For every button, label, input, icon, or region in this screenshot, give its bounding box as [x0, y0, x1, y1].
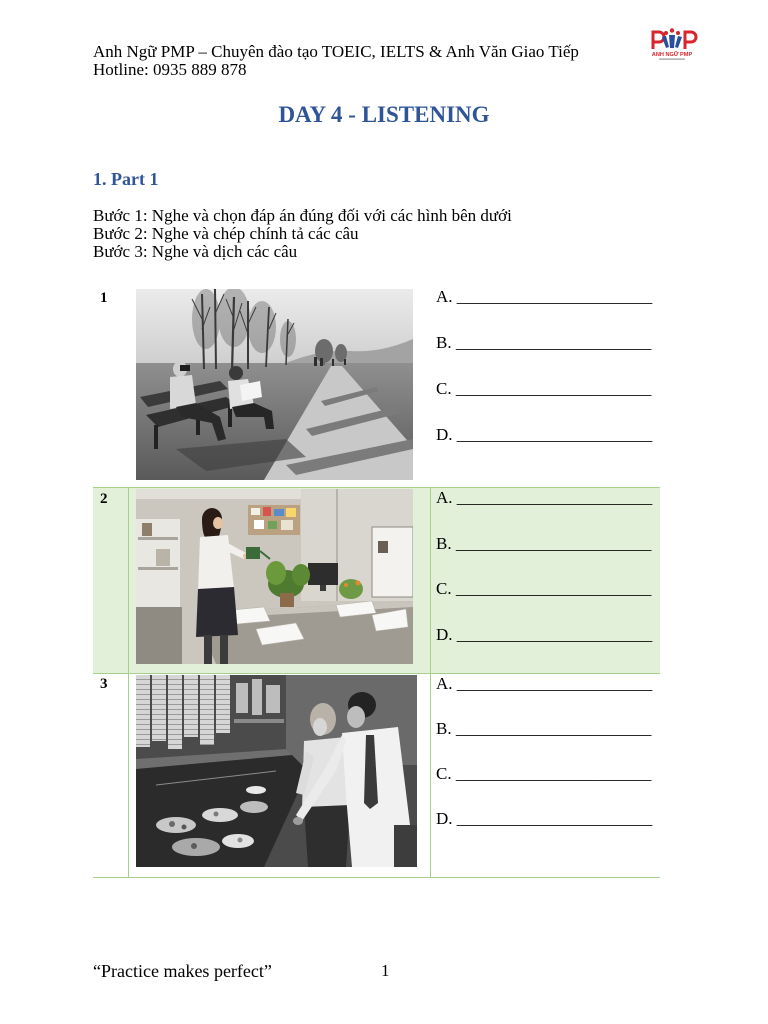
window	[372, 527, 413, 597]
distant-walkers-part	[332, 359, 334, 366]
question-3-photo	[136, 675, 417, 867]
cup-stacks-part	[168, 675, 182, 749]
question-row-2	[93, 488, 660, 673]
food-trays-part	[240, 801, 268, 813]
cup-stacks-part	[216, 675, 230, 733]
computer-monitor-part	[308, 563, 338, 585]
bulletin-board	[248, 505, 300, 535]
answer-option-d[interactable]: D. _______________________	[436, 425, 653, 444]
shelf-items-part	[252, 679, 262, 715]
woman-watering-plants-part	[196, 587, 238, 637]
question-number: 2	[100, 491, 108, 507]
logo-figures-part	[676, 31, 680, 35]
question-2-photo	[136, 489, 413, 664]
instruction-step-2: Bước 2: Nghe và chép chính tả các câu	[93, 224, 359, 243]
logo-figures-part	[675, 36, 682, 48]
cabinet	[136, 607, 182, 664]
woman-customer-part	[304, 805, 350, 867]
answer-option-b[interactable]: B. _______________________	[436, 534, 652, 553]
shelf-items-part	[236, 683, 248, 713]
man-reading-part	[229, 366, 243, 380]
park-bench-part	[154, 425, 158, 449]
man-with-binoculars-part	[180, 365, 190, 371]
man-in-tie-part	[394, 825, 417, 867]
answer-option-a[interactable]: A. _______________________	[436, 287, 653, 306]
distant-walkers-part	[344, 359, 346, 365]
framed-picture	[378, 541, 388, 553]
answer-option-d[interactable]: D. _______________________	[436, 809, 653, 828]
potted-plants-part	[356, 581, 361, 586]
logo-figures	[662, 28, 682, 48]
answer-option-b[interactable]: B. _______________________	[436, 333, 652, 352]
cup-stacks-part	[136, 675, 150, 747]
pmp-logo	[645, 27, 699, 63]
table-row-divider	[93, 673, 660, 674]
shelf-items-part	[266, 685, 280, 713]
logo-letter-right	[685, 32, 696, 49]
instruction-steps	[93, 207, 512, 261]
woman-watering-plants-part	[213, 517, 223, 529]
shelf-items-part	[234, 719, 284, 723]
section-heading: 1. Part 1	[93, 169, 159, 189]
bulletin-board-part	[251, 508, 260, 515]
page-title: DAY 4 - LISTENING	[278, 102, 490, 127]
logo-letter-left	[653, 32, 664, 49]
shelf-unit-part	[138, 537, 178, 540]
question-number: 3	[100, 676, 108, 692]
woman-customer-part	[313, 718, 327, 736]
woman-watering-plants-part	[204, 635, 212, 664]
logo-name: ANH NGỮ PMP	[651, 52, 693, 58]
man-in-tie-part	[293, 817, 303, 825]
woman-watering-plants-part	[246, 547, 260, 559]
shelf-unit-part	[142, 523, 152, 536]
bulletin-board-part	[286, 508, 296, 517]
framed-picture-part	[378, 541, 388, 553]
table-row-divider	[93, 487, 660, 488]
answer-option-b[interactable]: B. _______________________	[436, 719, 652, 738]
table-column-divider	[128, 487, 129, 878]
food-trays-part	[238, 838, 243, 843]
cup-stacks-part	[200, 675, 214, 745]
distant-walkers-part	[320, 358, 323, 366]
bulletin-board-part	[281, 520, 293, 530]
instruction-step-1: Bước 1: Nghe và chọn đáp án đúng đối với các hình bên dưới	[93, 206, 512, 225]
potted-plants-part	[292, 564, 310, 586]
page-number: 1	[381, 961, 390, 980]
instruction-step-3: Bước 3: Nghe và dịch các câu	[93, 242, 298, 261]
question-row-1	[93, 286, 660, 487]
food-trays-part	[182, 825, 187, 830]
food-trays-part	[156, 817, 196, 833]
food-trays-part	[214, 812, 219, 817]
distant-walkers-part	[314, 357, 317, 366]
bulletin-board-part	[274, 509, 284, 516]
logo-figures-part	[664, 31, 668, 35]
answer-option-a[interactable]: A. _______________________	[436, 674, 653, 693]
bulletin-board-part	[254, 520, 264, 529]
logo-figures-part	[669, 35, 675, 48]
question-number: 1	[100, 290, 108, 306]
bulletin-board-part	[263, 507, 271, 516]
answer-option-c[interactable]: C. _______________________	[436, 379, 652, 398]
answer-option-c[interactable]: C. _______________________	[436, 579, 652, 598]
answer-option-a[interactable]: A. _______________________	[436, 488, 653, 507]
table-bottom-border	[93, 877, 660, 878]
header-hotline: Hotline: 0935 889 878	[93, 60, 247, 79]
question-row-3	[93, 674, 660, 877]
answer-option-c[interactable]: C. _______________________	[436, 764, 652, 783]
food-trays-part	[246, 786, 266, 794]
potted-plants-part	[344, 583, 348, 587]
header-school-line: Anh Ngữ PMP – Chuyên đào tạo TOEIC, IELTS & Anh Văn Giao Tiếp	[93, 42, 579, 61]
bulletin-board-part	[268, 521, 277, 529]
shelf-unit-part	[156, 549, 170, 566]
shelf-unit-part	[138, 567, 178, 570]
woman-watering-plants-part	[198, 535, 234, 591]
tree-crowns-part	[248, 301, 276, 353]
distant-trees-part	[323, 351, 325, 365]
food-trays-part	[202, 808, 238, 822]
window-part	[372, 527, 413, 597]
man-in-tie-part	[347, 706, 365, 728]
food-trays-part	[191, 843, 197, 849]
cup-stacks-part	[152, 675, 166, 741]
potted-plants-part	[266, 561, 286, 585]
bare-trees-part	[215, 289, 216, 369]
computer-monitor-part	[320, 585, 326, 591]
table-column-divider	[430, 487, 431, 878]
logo-tagline-mark	[659, 59, 685, 60]
cabinet-part	[136, 607, 182, 664]
cup-stacks-part	[184, 675, 198, 737]
footer-quote: “Practice makes perfect”	[93, 961, 272, 981]
answer-option-d[interactable]: D. _______________________	[436, 625, 653, 644]
shelf-unit	[136, 519, 180, 609]
potted-plants-part	[280, 593, 294, 607]
question-1-photo	[136, 289, 413, 480]
logo-figures-part	[670, 28, 674, 32]
food-trays-part	[169, 821, 175, 827]
woman-watering-plants-part	[220, 635, 228, 664]
